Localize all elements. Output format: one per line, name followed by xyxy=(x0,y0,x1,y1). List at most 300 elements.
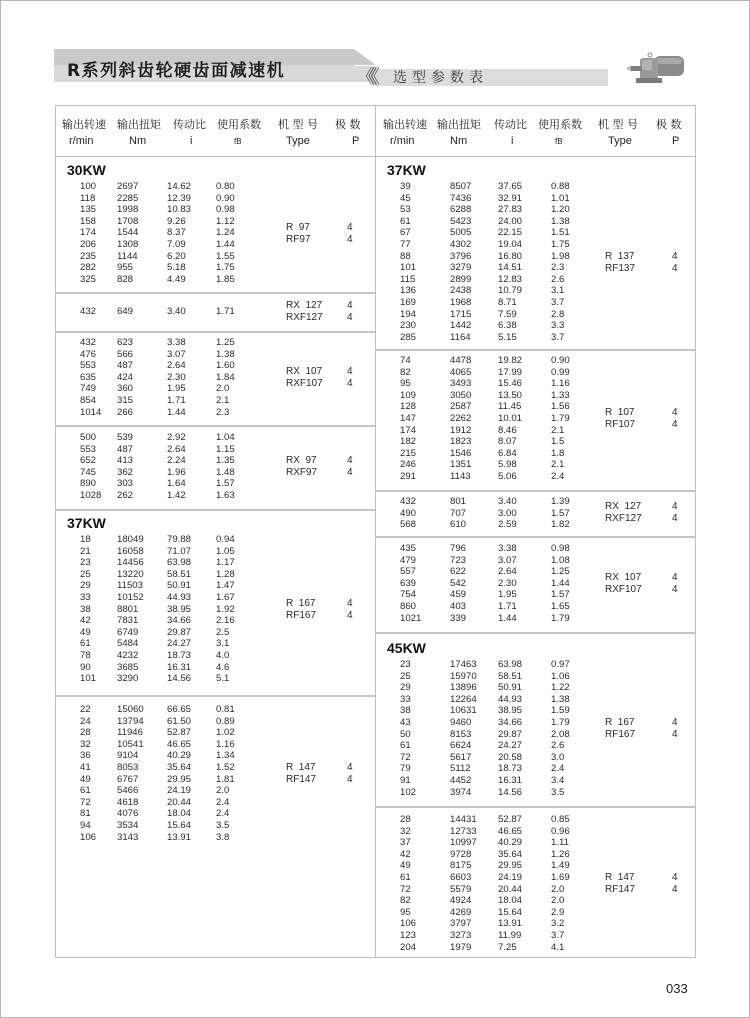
header-ratio-right: 传动比 xyxy=(494,118,527,131)
torque-cell: 315 xyxy=(117,395,134,406)
speed-cell: 45 xyxy=(400,192,411,204)
speed-cell: 49 xyxy=(80,626,91,638)
speed-cell: 36 xyxy=(80,750,91,762)
ratio-cell: 29.95 xyxy=(498,860,523,872)
ratio-cell: 2.64 xyxy=(167,360,186,372)
table-row xyxy=(55,797,255,809)
torque-cell: 266 xyxy=(117,406,134,418)
factor-cell: 1.92 xyxy=(216,603,235,615)
ratio-cell: 3.07 xyxy=(167,348,186,360)
speed-cell: 94 xyxy=(80,820,91,831)
torque-cell: 8053 xyxy=(117,762,139,773)
speed-cell: 61 xyxy=(400,740,411,752)
ratio-cell: 32.91 xyxy=(498,192,523,204)
torque-cell: 9104 xyxy=(117,750,139,762)
torque-cell: 2697 xyxy=(117,181,139,192)
factor-cell: 3.5 xyxy=(551,786,565,798)
page-subtitle: 选型参数表 xyxy=(393,70,488,86)
model-type: RXF107 xyxy=(286,378,323,389)
ratio-cell: 5.18 xyxy=(167,262,186,274)
torque-cell: 623 xyxy=(117,337,134,348)
unit-ratio-right: i xyxy=(511,135,514,147)
table-row xyxy=(55,204,255,216)
ratio-cell: 22.15 xyxy=(498,227,523,239)
ratio-cell: 5.15 xyxy=(498,331,517,343)
speed-cell: 37 xyxy=(400,837,411,849)
ratio-cell: 71.07 xyxy=(167,545,192,557)
factor-cell: 2.1 xyxy=(216,395,230,406)
unit-pole-right: P xyxy=(672,135,680,147)
factor-cell: 2.1 xyxy=(551,424,565,436)
ratio-cell: 10.79 xyxy=(498,285,523,297)
factor-cell: 3.4 xyxy=(551,775,565,786)
ratio-cell: 3.07 xyxy=(498,554,517,566)
ratio-cell: 29.87 xyxy=(167,626,192,638)
table-row xyxy=(375,274,575,286)
speed-cell: 49 xyxy=(80,773,91,785)
speed-cell: 432 xyxy=(400,496,417,507)
table-row xyxy=(375,907,575,919)
pole-count: 4 xyxy=(347,312,353,323)
speed-cell: 169 xyxy=(400,297,417,308)
ratio-cell: 15.64 xyxy=(498,906,523,918)
torque-cell: 3143 xyxy=(117,831,139,843)
speed-cell: 82 xyxy=(400,366,411,378)
pole-count: 4 xyxy=(347,300,353,311)
speed-cell: 854 xyxy=(80,395,97,406)
table-row xyxy=(375,251,575,263)
torque-cell: 4924 xyxy=(450,895,472,907)
factor-cell: 1.38 xyxy=(551,215,570,227)
torque-cell: 8153 xyxy=(450,728,472,740)
ratio-cell: 50.91 xyxy=(167,580,192,592)
table-row xyxy=(375,837,575,849)
torque-cell: 707 xyxy=(450,507,467,519)
ratio-cell: 29.87 xyxy=(498,728,523,740)
ratio-cell: 66.65 xyxy=(167,704,192,715)
torque-cell: 15060 xyxy=(117,704,144,715)
ratio-cell: 1.96 xyxy=(167,466,186,478)
factor-cell: 1.57 xyxy=(551,589,570,601)
speed-cell: 61 xyxy=(80,785,91,797)
table-row xyxy=(55,444,255,456)
torque-cell: 14456 xyxy=(117,557,144,569)
factor-cell: 2.6 xyxy=(551,273,565,285)
torque-cell: 360 xyxy=(117,383,134,395)
factor-cell: 1.75 xyxy=(551,239,570,250)
table-row xyxy=(55,337,255,349)
torque-cell: 487 xyxy=(117,443,134,455)
speed-cell: 285 xyxy=(400,331,417,343)
torque-cell: 622 xyxy=(450,566,467,578)
pole-count: 4 xyxy=(672,501,678,512)
factor-cell: 1.67 xyxy=(216,592,235,603)
factor-cell: 2.4 xyxy=(551,471,565,482)
ratio-cell: 13.50 xyxy=(498,389,523,401)
factor-cell: 1.57 xyxy=(551,507,570,519)
ratio-cell: 2.30 xyxy=(167,371,186,383)
ratio-cell: 9.26 xyxy=(167,215,186,227)
ratio-cell: 58.51 xyxy=(167,568,192,580)
model-type: RXF127 xyxy=(605,513,642,524)
speed-cell: 42 xyxy=(400,848,411,860)
table-row xyxy=(375,496,575,508)
model-type: RF97 xyxy=(286,233,311,245)
table-row xyxy=(375,682,575,694)
ratio-cell: 12.83 xyxy=(498,273,523,285)
speed-cell: 291 xyxy=(400,471,417,482)
torque-cell: 955 xyxy=(117,262,134,274)
factor-cell: 1.51 xyxy=(551,227,570,239)
ratio-cell: 20.44 xyxy=(498,883,523,895)
speed-cell: 49 xyxy=(400,860,411,872)
model-type: RX 107 xyxy=(286,366,323,377)
factor-cell: 0.96 xyxy=(551,825,570,837)
table-row xyxy=(375,355,575,367)
table-row xyxy=(375,309,575,321)
table-row xyxy=(375,578,575,590)
speed-cell: 23 xyxy=(400,659,411,670)
table-row xyxy=(375,297,575,309)
torque-cell: 3974 xyxy=(450,786,472,798)
ratio-cell: 38.95 xyxy=(498,705,523,717)
factor-cell: 2.4 xyxy=(216,808,230,820)
torque-cell: 459 xyxy=(450,589,467,601)
table-row xyxy=(55,490,255,502)
speed-cell: 435 xyxy=(400,543,417,554)
torque-cell: 10631 xyxy=(450,705,477,717)
factor-cell: 3.5 xyxy=(216,820,230,831)
factor-cell: 0.80 xyxy=(216,181,235,192)
table-row xyxy=(55,832,255,844)
table-row xyxy=(55,360,255,372)
block-separator xyxy=(375,536,696,538)
torque-cell: 11946 xyxy=(117,727,143,739)
factor-cell: 1.69 xyxy=(551,872,570,883)
ratio-cell: 15.64 xyxy=(167,820,192,831)
pole-count: 4 xyxy=(347,762,353,773)
torque-cell: 3534 xyxy=(117,820,139,831)
speed-cell: 18 xyxy=(80,534,91,545)
factor-cell: 0.89 xyxy=(216,715,235,727)
ratio-cell: 16.31 xyxy=(167,661,192,673)
factor-cell: 1.56 xyxy=(551,401,570,413)
torque-cell: 4302 xyxy=(450,239,472,250)
table-row xyxy=(55,239,255,251)
speed-cell: 101 xyxy=(400,262,417,274)
ratio-cell: 11.45 xyxy=(498,401,522,413)
header-speed-left: 输出转速 xyxy=(62,118,106,131)
speed-cell: 88 xyxy=(400,250,411,262)
factor-cell: 1.16 xyxy=(551,378,570,390)
torque-cell: 10541 xyxy=(117,738,144,750)
factor-cell: 1.02 xyxy=(216,727,235,739)
torque-cell: 6624 xyxy=(450,740,472,752)
header-factor-left: 使用系数 xyxy=(217,118,261,131)
table-row xyxy=(375,787,575,799)
torque-cell: 1715 xyxy=(450,308,472,320)
factor-cell: 1.63 xyxy=(216,490,235,501)
factor-cell: 1.08 xyxy=(551,554,570,566)
torque-cell: 16058 xyxy=(117,545,144,557)
table-row xyxy=(55,455,255,467)
block-separator xyxy=(55,695,375,697)
factor-cell: 1.84 xyxy=(216,371,235,383)
ratio-cell: 1.44 xyxy=(498,612,517,624)
speed-cell: 282 xyxy=(80,262,97,274)
speed-cell: 39 xyxy=(400,181,411,192)
factor-cell: 1.48 xyxy=(216,466,235,478)
ratio-cell: 17.99 xyxy=(498,366,523,378)
ratio-cell: 12.39 xyxy=(167,192,192,204)
table-row xyxy=(375,589,575,601)
model-type: RF147 xyxy=(605,884,636,895)
table-row xyxy=(375,508,575,520)
factor-cell: 3.0 xyxy=(551,751,565,763)
unit-type-right: Type xyxy=(608,135,632,147)
unit-pole-left: P xyxy=(352,135,360,147)
table-row xyxy=(55,673,255,685)
table-row xyxy=(55,181,255,193)
factor-cell: 1.33 xyxy=(551,389,570,401)
model-type: RXF97 xyxy=(286,467,318,479)
speed-cell: 100 xyxy=(80,181,97,192)
factor-cell: 1.57 xyxy=(216,478,235,490)
torque-cell: 362 xyxy=(117,466,134,478)
ratio-cell: 24.27 xyxy=(167,638,192,650)
factor-cell: 0.81 xyxy=(216,704,235,715)
table-row xyxy=(55,739,255,751)
pole-count: 4 xyxy=(347,609,353,621)
torque-cell: 4618 xyxy=(117,796,139,808)
table-row xyxy=(55,592,255,604)
ratio-cell: 13.91 xyxy=(498,918,523,930)
table-row xyxy=(55,227,255,239)
factor-cell: 2.8 xyxy=(551,308,565,320)
ratio-cell: 18.73 xyxy=(498,763,523,775)
factor-cell: 0.97 xyxy=(551,659,570,670)
factor-cell: 2.9 xyxy=(551,906,565,918)
factor-cell: 3.1 xyxy=(551,285,565,297)
factor-cell: 1.75 xyxy=(216,262,235,274)
power-rating-heading: 45KW xyxy=(387,640,426,656)
speed-cell: 754 xyxy=(400,589,417,601)
torque-cell: 3273 xyxy=(450,930,472,941)
factor-cell: 1.39 xyxy=(551,496,570,507)
torque-cell: 610 xyxy=(450,519,467,531)
speed-cell: 745 xyxy=(80,466,97,478)
factor-cell: 1.16 xyxy=(216,738,235,750)
torque-cell: 3797 xyxy=(450,918,472,930)
table-row xyxy=(55,432,255,444)
factor-cell: 2.3 xyxy=(216,406,230,418)
pole-count: 4 xyxy=(672,717,678,728)
factor-cell: 1.26 xyxy=(551,848,570,860)
ratio-cell: 3.40 xyxy=(167,306,186,317)
speed-cell: 61 xyxy=(80,638,91,650)
speed-cell: 38 xyxy=(400,705,411,717)
table-row xyxy=(55,762,255,774)
table-row xyxy=(375,849,575,861)
header-pole-left: 极 数 xyxy=(335,118,361,131)
factor-cell: 0.98 xyxy=(216,204,235,216)
speed-cell: 33 xyxy=(80,592,91,603)
model-type: RF147 xyxy=(286,774,317,785)
table-row xyxy=(55,216,255,228)
torque-cell: 13220 xyxy=(117,568,144,580)
ratio-cell: 24.27 xyxy=(498,740,523,752)
torque-cell: 1308 xyxy=(117,239,139,250)
torque-cell: 14431 xyxy=(450,814,477,825)
table-row xyxy=(55,750,255,762)
unit-speed-left: r/min xyxy=(69,135,94,147)
speed-cell: 23 xyxy=(80,557,91,569)
speed-cell: 115 xyxy=(400,273,416,285)
table-row xyxy=(55,627,255,639)
ratio-cell: 34.66 xyxy=(167,615,192,627)
table-row xyxy=(375,717,575,729)
pole-count: 4 xyxy=(672,729,678,740)
factor-cell: 1.05 xyxy=(216,545,235,557)
table-row xyxy=(375,181,575,193)
table-row xyxy=(375,942,575,954)
table-row xyxy=(375,413,575,425)
table-row xyxy=(375,884,575,896)
torque-cell: 5423 xyxy=(450,215,472,227)
ratio-cell: 8.46 xyxy=(498,424,517,436)
table-row xyxy=(55,546,255,558)
speed-cell: 29 xyxy=(80,580,91,592)
pole-count: 4 xyxy=(347,774,353,785)
ratio-cell: 7.25 xyxy=(498,941,517,953)
ratio-cell: 7.59 xyxy=(498,308,517,320)
table-row xyxy=(375,814,575,826)
table-row xyxy=(55,349,255,361)
speed-cell: 432 xyxy=(80,337,97,348)
table-row xyxy=(375,332,575,344)
model-type: RX 107 xyxy=(605,572,642,583)
factor-cell: 0.90 xyxy=(551,355,570,366)
torque-cell: 6603 xyxy=(450,872,472,883)
factor-cell: 0.99 xyxy=(551,366,570,378)
unit-factor-left: fB xyxy=(234,137,242,146)
unit-speed-right: r/min xyxy=(390,135,415,147)
torque-cell: 4452 xyxy=(450,775,472,786)
table-row xyxy=(55,785,255,797)
header-torque-right: 输出扭矩 xyxy=(437,118,481,131)
factor-cell: 1.55 xyxy=(216,250,235,262)
torque-cell: 1546 xyxy=(450,447,472,459)
power-rating-heading: 30KW xyxy=(67,162,106,178)
ratio-cell: 44.93 xyxy=(498,693,523,705)
ratio-cell: 20.44 xyxy=(167,796,192,808)
model-type: RX 127 xyxy=(286,300,323,311)
torque-cell: 262 xyxy=(117,490,134,501)
speed-cell: 182 xyxy=(400,436,417,448)
speed-cell: 42 xyxy=(80,615,91,627)
speed-cell: 235 xyxy=(80,250,97,262)
table-row xyxy=(375,543,575,555)
ratio-cell: 3.40 xyxy=(498,496,517,507)
torque-cell: 1144 xyxy=(117,250,138,262)
model-type: R 167 xyxy=(286,597,316,609)
ratio-cell: 1.71 xyxy=(498,601,517,612)
factor-cell: 2.1 xyxy=(551,459,565,471)
pole-count: 4 xyxy=(347,378,353,389)
factor-cell: 1.8 xyxy=(551,447,565,459)
ratio-cell: 1.44 xyxy=(167,406,186,418)
ratio-cell: 6.38 xyxy=(498,320,517,332)
speed-cell: 1028 xyxy=(80,490,102,501)
table-row xyxy=(375,378,575,390)
speed-cell: 72 xyxy=(400,751,411,763)
torque-cell: 2899 xyxy=(450,273,472,285)
factor-cell: 4.1 xyxy=(551,941,565,953)
ratio-cell: 3.38 xyxy=(498,543,517,554)
factor-cell: 1.24 xyxy=(216,227,235,239)
block-separator xyxy=(55,509,375,511)
speed-cell: 61 xyxy=(400,872,411,883)
speed-cell: 557 xyxy=(400,566,417,578)
ratio-cell: 7.09 xyxy=(167,239,186,250)
table-row xyxy=(375,659,575,671)
header-type-right: 机 型 号 xyxy=(598,118,638,131)
factor-cell: 1.44 xyxy=(216,239,235,250)
speed-cell: 860 xyxy=(400,601,417,612)
ratio-cell: 15.46 xyxy=(498,378,523,390)
ratio-cell: 14.56 xyxy=(498,786,523,798)
block-separator xyxy=(375,490,696,492)
torque-cell: 6749 xyxy=(117,626,139,638)
speed-cell: 476 xyxy=(80,348,97,360)
factor-cell: 1.82 xyxy=(551,519,570,531)
speed-cell: 77 xyxy=(400,239,411,250)
factor-cell: 2.3 xyxy=(551,262,565,274)
speed-cell: 553 xyxy=(80,443,97,455)
speed-cell: 490 xyxy=(400,507,417,519)
model-type: R 107 xyxy=(605,407,635,419)
speed-cell: 147 xyxy=(400,413,417,424)
torque-cell: 5112 xyxy=(450,763,471,775)
torque-cell: 7831 xyxy=(117,615,139,627)
pole-count: 4 xyxy=(672,513,678,524)
power-rating-heading: 37KW xyxy=(67,515,106,531)
factor-cell: 0.85 xyxy=(551,814,570,825)
torque-cell: 1823 xyxy=(450,436,472,448)
table-row xyxy=(375,216,575,228)
table-row xyxy=(375,519,575,531)
pole-count: 4 xyxy=(672,584,678,595)
factor-cell: 1.44 xyxy=(551,577,570,589)
factor-cell: 1.65 xyxy=(551,601,570,612)
speed-cell: 82 xyxy=(400,895,411,907)
speed-cell: 118 xyxy=(80,192,96,204)
torque-cell: 3050 xyxy=(450,389,472,401)
factor-cell: 1.12 xyxy=(216,215,235,227)
factor-cell: 1.06 xyxy=(551,670,570,682)
ratio-cell: 19.82 xyxy=(498,355,523,366)
table-row xyxy=(55,615,255,627)
table-row xyxy=(55,650,255,662)
torque-cell: 801 xyxy=(450,496,467,507)
block-separator xyxy=(375,806,696,808)
factor-cell: 2.0 xyxy=(551,895,565,907)
ratio-cell: 52.87 xyxy=(167,727,192,739)
model-type: R 97 xyxy=(286,221,310,233)
factor-cell: 1.20 xyxy=(551,204,570,216)
factor-cell: 1.25 xyxy=(216,337,235,348)
speed-cell: 106 xyxy=(400,918,417,930)
